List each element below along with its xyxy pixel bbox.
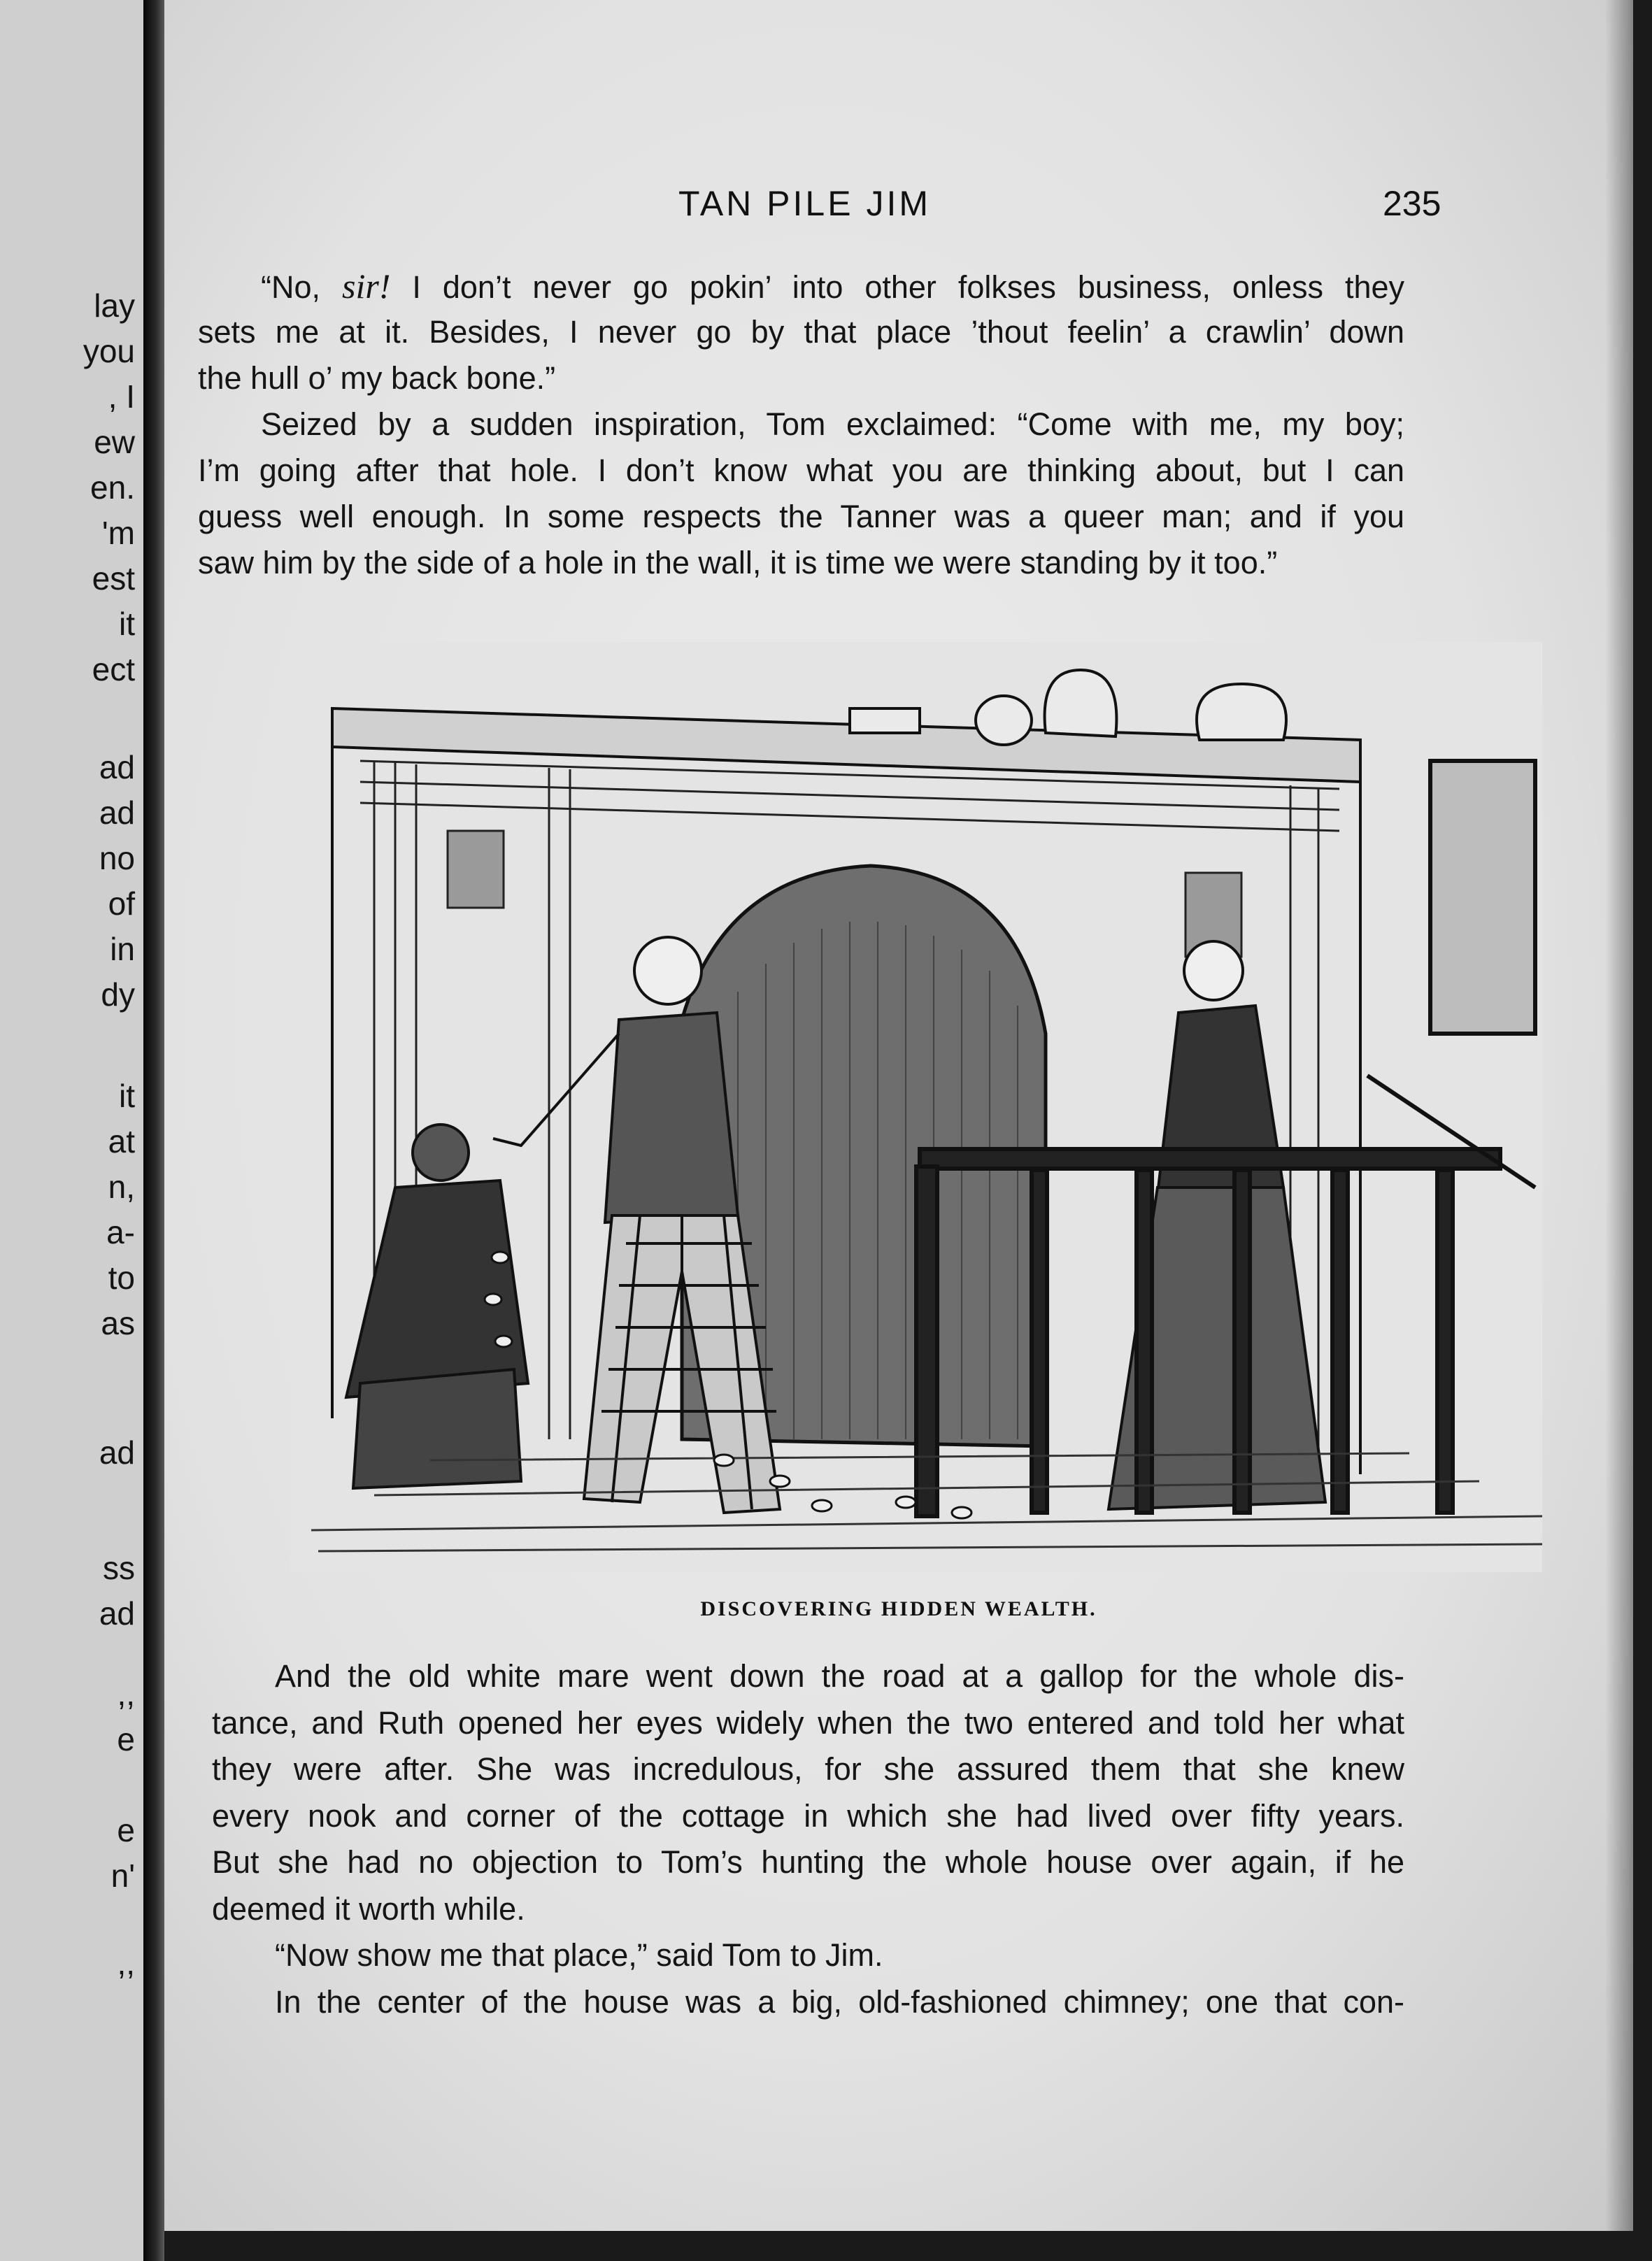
facing-page-text-fragment: it	[119, 1078, 135, 1114]
facing-page-text-fragment: you	[83, 333, 135, 369]
text-segment: sets me at it. Besides, I never go by that place ’thout feelin’ a crawlin’ down	[198, 314, 1404, 350]
text-line	[198, 309, 1404, 355]
text-segment: “Now show me that place,” said Tom to Jim.	[275, 1937, 883, 1973]
facing-page-text-fragment: ss	[103, 1550, 135, 1586]
text-line	[212, 1932, 1404, 1979]
text-line	[198, 401, 1404, 448]
text-segment: tance, and Ruth opened her eyes widely when the two entered and told her what	[212, 1704, 1404, 1741]
facing-page-text-fragment: 'm	[101, 515, 135, 551]
facing-page-text-fragment: no	[99, 840, 135, 876]
engraving-illustration	[290, 642, 1542, 1572]
text-line	[212, 1793, 1404, 1840]
text-segment: every nook and corner of the cottage in which she had lived over fifty years.	[212, 1797, 1404, 1834]
book-spine-gutter	[143, 0, 164, 2261]
italic-text: sir!	[341, 266, 391, 306]
facing-page-text-fragment: est	[92, 560, 135, 597]
text-line	[198, 448, 1404, 494]
wall-picture-frame	[1430, 761, 1535, 1034]
facing-page-text-fragment: as	[101, 1305, 135, 1341]
facing-page-text-fragment: a-	[106, 1214, 135, 1250]
facing-page-text-fragment: e	[117, 1721, 135, 1757]
facing-page-text-fragment: it	[119, 606, 135, 642]
facing-page-fragment	[0, 0, 143, 2261]
facing-page-text-fragment: to	[108, 1260, 135, 1296]
text-line	[212, 1653, 1404, 1700]
facing-page-text-fragment: ect	[92, 651, 135, 687]
text-line	[212, 1839, 1404, 1886]
facing-page-text-fragment: in	[110, 931, 135, 967]
facing-page-text-fragment: ad	[99, 1434, 135, 1471]
facing-page-text-fragment: of	[108, 885, 135, 922]
text-segment: In the center of the house was a big, old-fashioned chimney; one that con-	[275, 1983, 1404, 2020]
facing-page-text-fragment: e	[117, 1812, 135, 1848]
text-segment: guess well enough. In some respects the Tanner was a queer man; and if you	[198, 499, 1404, 534]
text-line	[198, 263, 1404, 309]
facing-page-text-fragment: ew	[94, 424, 135, 460]
facing-page-text-fragment: ad	[99, 749, 135, 785]
text-segment: “No,	[261, 269, 342, 305]
text-line	[198, 355, 1404, 401]
page-number: 235	[1383, 184, 1441, 223]
facing-page-text-fragment: dy	[101, 976, 135, 1013]
text-segment: Seized by a sudden inspiration, Tom exclaimed: “Come with me, my boy;	[261, 406, 1404, 442]
page-edge-shadow	[1605, 0, 1633, 2231]
text-segment: deemed it worth while.	[212, 1890, 525, 1927]
facing-page-text-fragment: ad	[99, 794, 135, 831]
text-line	[212, 1979, 1404, 2026]
facing-page-text-fragment: n'	[111, 1857, 135, 1894]
text-segment: I’m going after that hole. I don’t know what you are thinking about, but I can	[198, 452, 1404, 488]
facing-page-text-fragment: lay	[94, 287, 135, 324]
text-segment: And the old white mare went down the road at a gallop for the whole dis-	[275, 1658, 1404, 1694]
text-line	[212, 1746, 1404, 1793]
text-line	[212, 1886, 1404, 1933]
running-title: TAN PILE JIM	[678, 184, 932, 223]
text-line	[198, 494, 1404, 540]
facing-page-text-fragment: , I	[108, 378, 135, 415]
text-block-bottom	[212, 1653, 1404, 2025]
illustration-drawing	[290, 642, 1542, 1572]
text-segment: But she had no objection to Tom’s hunting the whole house over again, if he	[212, 1844, 1404, 1880]
text-segment: I don’t never go pokin’ into other folkses business, onless they	[390, 269, 1405, 305]
text-segment: they were after. She was incredulous, for she assured them that she knew	[212, 1751, 1404, 1787]
facing-page-text-fragment: ,,	[117, 1945, 135, 1981]
text-block-top	[198, 263, 1404, 586]
facing-page-text-fragment: at	[108, 1123, 135, 1160]
illustration-caption: DISCOVERING HIDDEN WEALTH.	[700, 1597, 1097, 1620]
facing-page-text-fragment: n,	[108, 1169, 135, 1205]
book-page	[164, 0, 1633, 2231]
facing-page-text-fragment: ,,	[117, 1676, 135, 1712]
text-segment: the hull o’ my back bone.”	[198, 360, 556, 396]
text-line	[212, 1700, 1404, 1747]
facing-page-text-fragment: en.	[90, 469, 135, 506]
text-segment: saw him by the side of a hole in the wall, it is time we were standing by it too.”	[198, 545, 1278, 580]
text-line	[198, 540, 1404, 586]
facing-page-text-fragment: ad	[99, 1595, 135, 1632]
